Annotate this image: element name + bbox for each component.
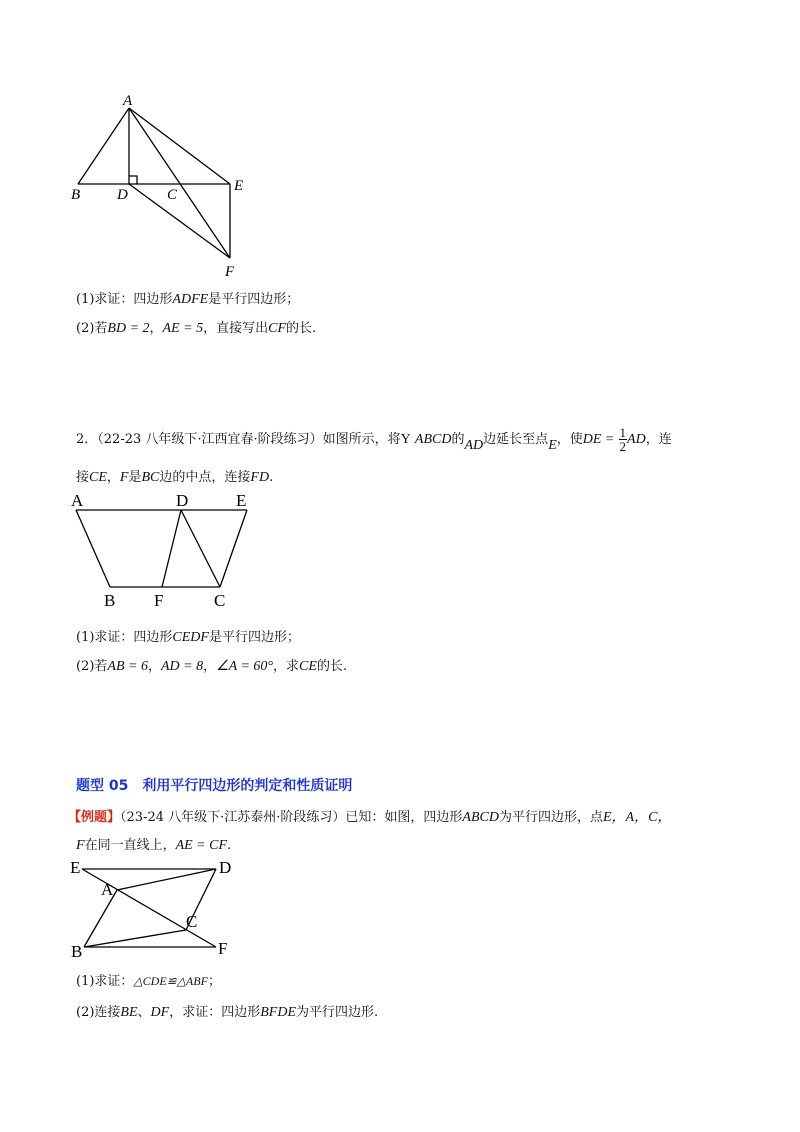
q1-part1-prefix: (1)求证：四边形	[76, 292, 173, 307]
fig2-line-EC	[220, 510, 247, 587]
example-points: E，A，C，	[602, 810, 672, 825]
fig2-label-F: F	[154, 591, 164, 610]
fig3-label-A: A	[101, 880, 114, 899]
fig3-line-BC	[84, 930, 186, 947]
q2-l2-t5: .	[269, 470, 274, 485]
fig3-label-E: E	[70, 858, 81, 877]
q2-condition-angle: ∠A = 60°	[216, 659, 274, 674]
example-line2-text: 在同一直线上，	[84, 838, 176, 853]
q2-part2-suffix: 的长.	[316, 659, 348, 674]
fig1-label-D: D	[117, 187, 128, 203]
q2-part1-suffix: 是平行四边形；	[208, 630, 300, 645]
q2-part2-mid: ，求	[273, 659, 300, 674]
example-text2: 为平行四边形，点	[498, 810, 603, 825]
q2-part1	[76, 626, 300, 646]
q2-frac-den: 2	[619, 439, 627, 454]
q2-target-ce: CE	[299, 659, 317, 674]
q1-part1-suffix: 是平行四边形；	[208, 292, 300, 307]
q2-t2: 边延长至点	[483, 432, 549, 447]
example-part2-suffix: 为平行四边形.	[296, 1005, 379, 1020]
q2-line2	[76, 466, 273, 486]
example-text1: （23-24 八年级下·江苏泰州·阶段练习）已知：如图，四边形	[120, 810, 463, 825]
q1-part1-shape: ADFE	[172, 292, 209, 307]
example-part1	[76, 970, 221, 989]
q1-part1	[76, 288, 299, 308]
parallelogram-symbol: Y	[400, 432, 411, 447]
fig3-label-C: C	[186, 912, 198, 931]
q2-eq-lhs: DE =	[582, 432, 615, 447]
example-sep: 、	[137, 1005, 151, 1020]
q2-frac-num: 1	[619, 425, 627, 440]
example-line1	[68, 806, 671, 826]
fig3-line-AD	[117, 869, 216, 890]
q2-t3: ，使	[556, 432, 583, 447]
q1-part2	[76, 317, 316, 337]
q2-side-ad: AD	[464, 438, 484, 453]
fig1-right-angle-mark	[129, 176, 137, 184]
fig3-label-F: F	[218, 939, 228, 958]
example-seg-be: BE	[120, 1005, 138, 1020]
example-part2-prefix: (2)连接	[76, 1005, 121, 1020]
q2-l2-t3: 是	[128, 470, 142, 485]
q2-t4: ，连	[645, 432, 672, 447]
example-line2-end: .	[227, 838, 232, 853]
example-congruence: △CDE≌△ABF	[133, 974, 208, 988]
fig2-label-C: C	[214, 591, 226, 610]
fig2-label-E: E	[236, 491, 247, 510]
example-part1-suffix: ；	[207, 974, 221, 989]
q2-number: 2．	[76, 432, 98, 447]
q2-part2	[76, 655, 347, 675]
example-seg-df: DF	[150, 1005, 170, 1020]
q2-pt-f: F	[119, 470, 129, 485]
q2-part2-prefix: (2)若	[76, 659, 108, 674]
q2-sep2: ，	[203, 659, 217, 674]
q1-sep: ，	[149, 321, 163, 336]
figure-2-svg	[64, 490, 264, 615]
q2-part1-shape: CEDF	[172, 630, 209, 645]
q1-condition-ae: AE = 5	[162, 321, 204, 336]
example-part2-mid: ，求证：四边形	[169, 1005, 261, 1020]
q2-source: （22-23 八年级下·江西宜春·阶段练习）如图所示，将	[97, 432, 401, 447]
q1-part2-prefix: (2)若	[76, 321, 108, 336]
q2-l2-t2: ，	[106, 470, 120, 485]
q2-sep1: ，	[147, 659, 161, 674]
fig1-label-F: F	[225, 264, 235, 280]
fig1-line-DF	[129, 184, 230, 258]
q2-t1: 的	[451, 432, 465, 447]
fig3-label-B: B	[71, 942, 83, 961]
section-heading: 题型 05 利用平行四边形的判定和性质证明	[76, 778, 353, 794]
fig2-line-AB	[76, 510, 110, 587]
fig1-label-E: E	[234, 178, 244, 194]
fig1-line-AB	[78, 108, 129, 184]
q2-seg-ce: CE	[89, 470, 107, 485]
example-part2	[76, 1001, 378, 1021]
q1-part2-suffix: 的长.	[286, 321, 317, 336]
fig1-label-B: B	[71, 187, 81, 203]
q2-l2-t1: 接	[76, 470, 90, 485]
q2-condition-ad: AD = 8	[161, 659, 204, 674]
q2-l2-t4: 边的中点，连接	[159, 470, 251, 485]
fig1-label-A: A	[123, 93, 133, 109]
figure-3	[64, 855, 254, 965]
q2-condition-ab: AB = 6	[107, 659, 148, 674]
example-part2-shape: BFDE	[260, 1005, 296, 1020]
figure-3-svg	[64, 855, 254, 965]
fig2-label-A: A	[71, 491, 84, 510]
fig1-label-C: C	[167, 187, 178, 203]
fig2-label-B: B	[104, 591, 116, 610]
example-part1-prefix: (1)求证：	[76, 974, 134, 989]
fig3-label-D: D	[219, 858, 232, 877]
q2-line1	[76, 426, 672, 453]
q2-fraction	[619, 426, 628, 453]
example-tag: 【例题】	[68, 810, 121, 825]
q2-shape: ABCD	[414, 432, 452, 447]
fig2-line-DC	[181, 510, 220, 587]
q1-part2-mid: ，直接写出	[203, 321, 269, 336]
q2-point-e: E	[548, 438, 557, 453]
q1-condition-bd: BD = 2	[107, 321, 150, 336]
fig2-label-D: D	[176, 491, 189, 510]
example-pt-f: F	[76, 838, 85, 853]
example-shape: ABCD	[462, 810, 499, 825]
fig2-line-DF	[162, 510, 181, 587]
q2-part1-prefix: (1)求证：四边形	[76, 630, 173, 645]
example-line2	[76, 834, 231, 854]
figure-2	[64, 490, 264, 615]
q2-seg-fd: FD	[250, 470, 270, 485]
q1-target-cf: CF	[268, 321, 287, 336]
fig1-line-AF	[129, 108, 230, 258]
example-eq: AE = CF	[175, 838, 228, 853]
figure-1-svg	[60, 90, 280, 285]
q2-side-bc: BC	[141, 470, 160, 485]
q2-eq-rhs: AD	[627, 432, 646, 447]
figure-1	[60, 90, 280, 285]
fig1-line-AE	[129, 108, 230, 184]
